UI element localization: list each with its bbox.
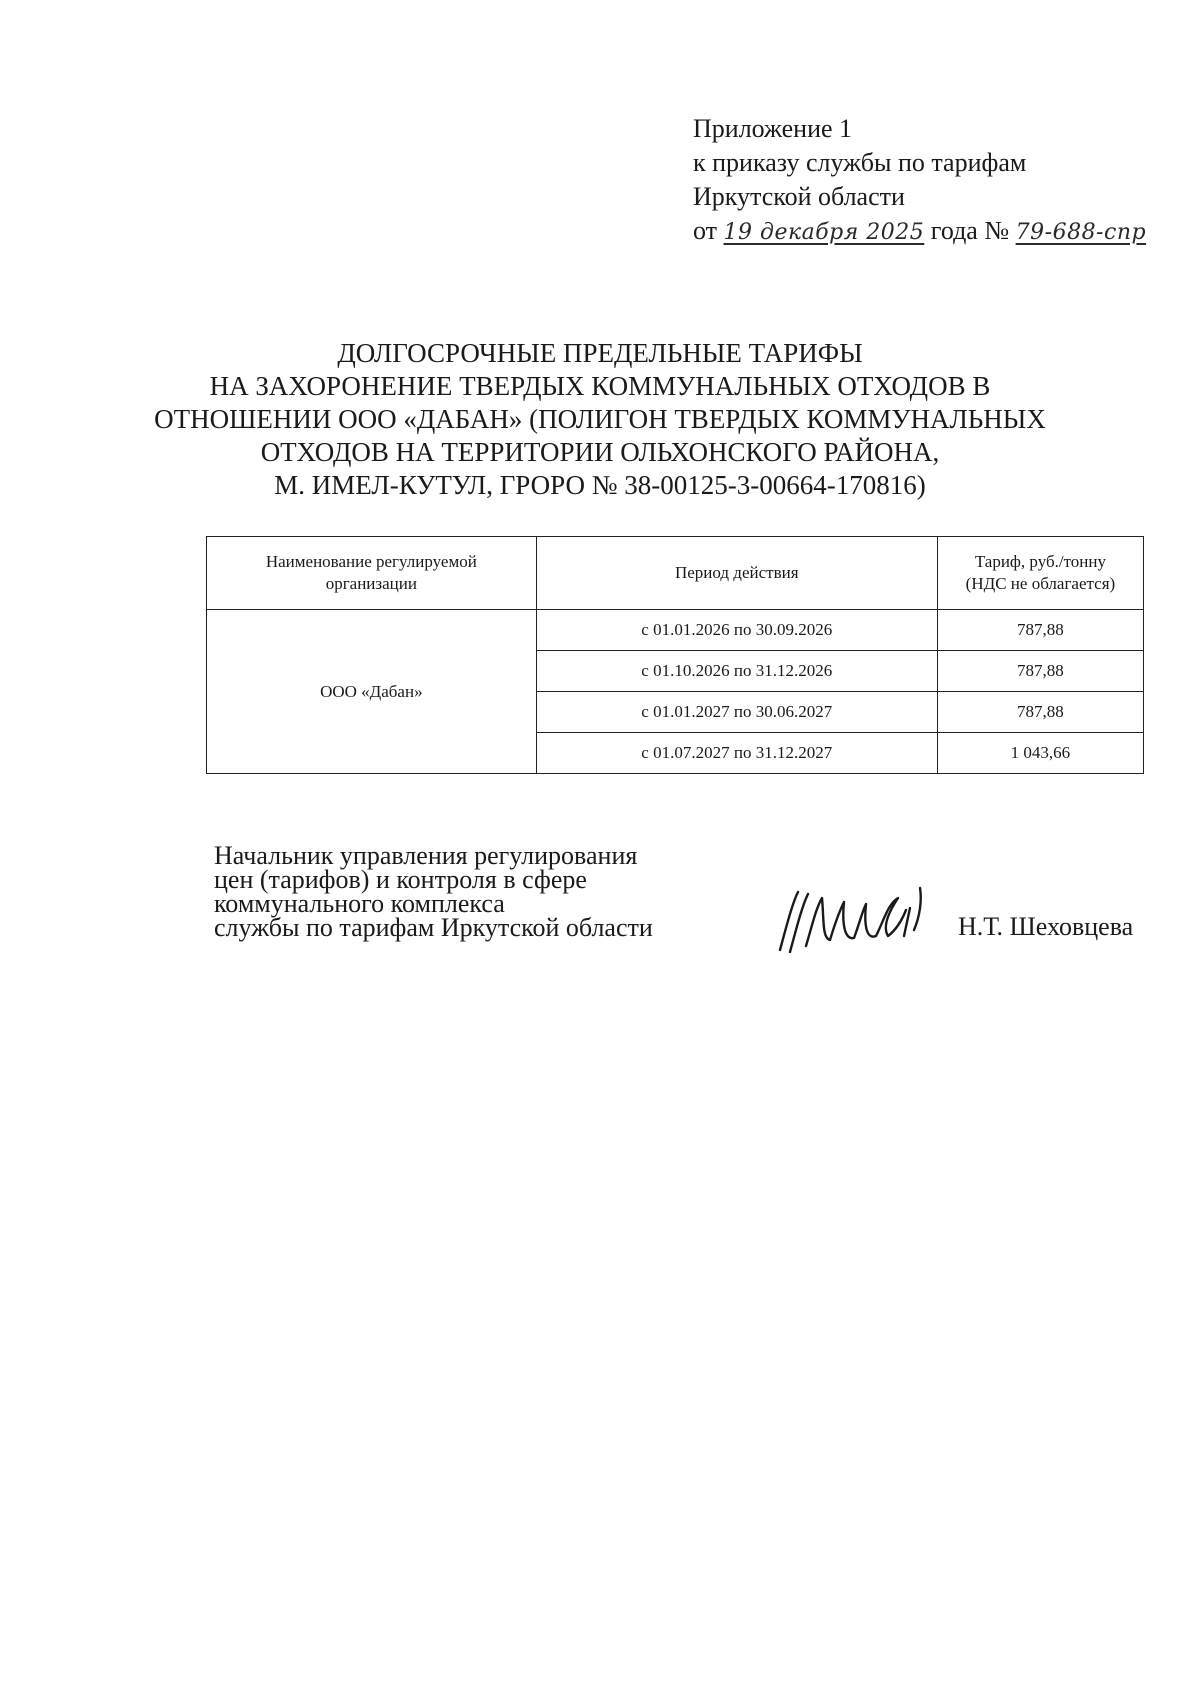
tariff-cell: 787,88 <box>937 692 1143 733</box>
signoff-position <box>214 841 653 942</box>
header-organization-line-2: организации <box>325 574 417 593</box>
handwritten-signature <box>772 880 940 960</box>
title-line: НА ЗАХОРОНЕНИЕ ТВЕРДЫХ КОММУНАЛЬНЫХ ОТХОДОВ В <box>209 371 991 401</box>
appendix-header <box>693 112 1146 250</box>
signer-name: Н.Т. Шеховцева <box>958 912 1134 941</box>
appendix-line-3: Иркутской области <box>693 182 905 211</box>
date-suffix: года № <box>930 216 1010 245</box>
table-header-row <box>207 537 1144 610</box>
tariffs-table <box>206 536 1144 774</box>
date-prefix: от <box>693 216 718 245</box>
tariff-cell: 787,88 <box>937 610 1143 651</box>
handwritten-order-number: 79-688-спр <box>1015 220 1147 245</box>
header-tariff <box>937 537 1143 610</box>
position-line: коммунального комплекса <box>214 889 505 918</box>
tariff-cell: 1 043,66 <box>937 733 1143 774</box>
title-line: М. ИМЕЛ-КУТУЛ, ГРОРО № 38-00125-3-00664-170816) <box>274 470 926 500</box>
header-organization <box>207 537 537 610</box>
appendix-line-1: Приложение 1 <box>693 114 853 143</box>
period-cell: с 01.01.2027 по 30.06.2027 <box>536 692 937 733</box>
title-line: ДОЛГОСРОЧНЫЕ ПРЕДЕЛЬНЫЕ ТАРИФЫ <box>337 338 863 368</box>
order-date-line <box>693 214 1146 250</box>
tariff-cell: 787,88 <box>937 651 1143 692</box>
document-title <box>150 337 1050 502</box>
header-period: Период действия <box>536 537 937 610</box>
period-cell: с 01.01.2026 по 30.09.2026 <box>536 610 937 651</box>
title-line: ОТХОДОВ НА ТЕРРИТОРИИ ОЛЬХОНСКОГО РАЙОНА, <box>260 437 940 467</box>
header-tariff-line-1: Тариф, руб./тонну <box>974 552 1107 571</box>
handwritten-date: 19 декабря 2025 <box>723 220 925 245</box>
position-line: службы по тарифам Иркутской области <box>214 913 653 942</box>
title-line: ОТНОШЕНИИ ООО «ДАБАН» (ПОЛИГОН ТВЕРДЫХ КОММУНАЛЬНЫХ <box>154 404 1046 434</box>
position-line: цен (тарифов) и контроля в сфере <box>214 865 587 894</box>
organization-cell: ООО «Дабан» <box>207 610 537 774</box>
header-organization-line-1: Наименование регулируемой <box>265 552 477 571</box>
appendix-line-2: к приказу службы по тарифам <box>693 148 1027 177</box>
header-tariff-line-2: (НДС не облагается) <box>965 574 1116 593</box>
position-line: Начальник управления регулирования <box>214 841 638 870</box>
period-cell: с 01.10.2026 по 31.12.2026 <box>536 651 937 692</box>
period-cell: с 01.07.2027 по 31.12.2027 <box>536 733 937 774</box>
table-row <box>207 610 1144 651</box>
